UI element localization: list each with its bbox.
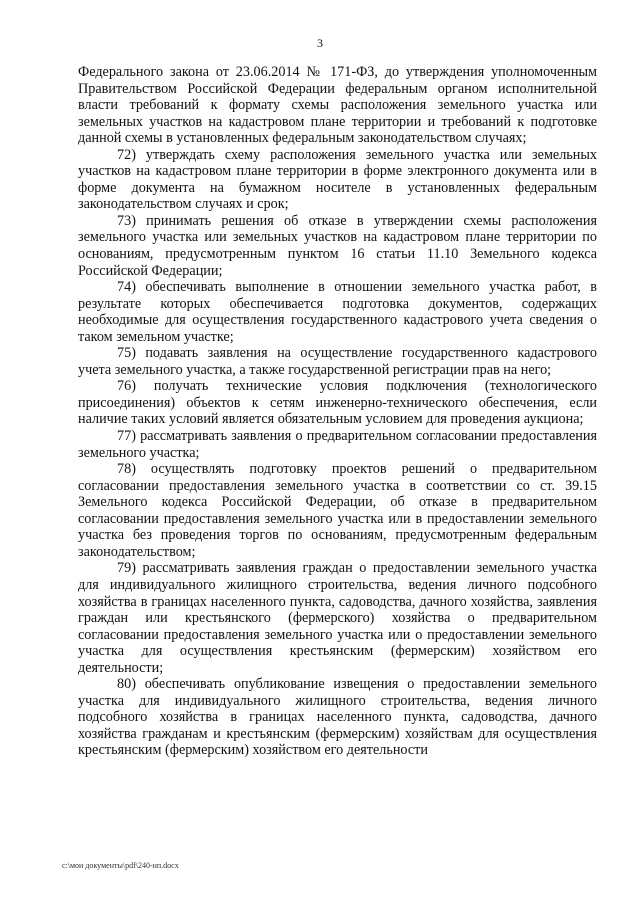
paragraph-item-72: 72) утверждать схему расположения земельного участка или земельных участков на кадастровом плане территории в форме электронного документа или в форме документа на бумажном носителе в установленных федеральным законодательством случаях и срок; xyxy=(78,146,597,213)
paragraph-item-79: 79) рассматривать заявления граждан о предоставлении земельного участка для индивидуального жилищного строительства, ведения личного подсобного хозяйства в границах населенного пункта, садоводства, дачного хозяйства, заявления граждан или крестьянского (фермерского) хозяйства о предварительном согласовании предоставления земельного участка или о предоставлении земельного участка для осуществления крестьянским (фермерским) хозяйством его деятельности; xyxy=(78,560,597,676)
paragraph-item-74: 74) обеспечивать выполнение в отношении земельного участка работ, в результате которых обеспечивается подготовка документов, содержащих необходимые для осуществления государственного кадастрового учета сведения о таком земельном участке; xyxy=(78,279,597,345)
paragraph: Федерального закона от 23.06.2014 № 171-ФЗ, до утверждения уполномоченным Правительством Российской Федерации федеральным органом исполнительной власти требований к формату схемы расположения земельного участка или земельных участков на кадастровом плане территории и требований к подготовке данной схемы в установленных федеральным законодательством случаях; xyxy=(78,64,597,147)
paragraph-item-76: 76) получать технические условия подключения (технологического присоединения) объектов к сетям инженерно-технического обеспечения, если наличие таких условий является обязательным условием для проведения аукциона; xyxy=(78,378,597,428)
document-body xyxy=(78,64,597,759)
footer-file-path: c:\мои документы\pdf\240-нп.docx xyxy=(62,861,179,870)
paragraph-item-73: 73) принимать решения об отказе в утверждении схемы расположения земельного участка или земельных участков на кадастровом плане территории по основаниям, предусмотренным пунктом 16 статьи 11.10 Земельного кодекса Российской Федерации; xyxy=(78,212,597,279)
paragraph-item-80: 80) обеспечивать опубликование извещения о предоставлении земельного участка для индивидуального жилищного строительства, ведения личного подсобного хозяйства в границах населенного пункта, садоводства, дачного хозяйства гражданам и крестьянским (фермерским) хозяйствам для осуществления крестьянским (фермерским) хозяйством его деятельности xyxy=(78,676,597,759)
paragraph-item-75: 75) подавать заявления на осуществление государственного кадастрового учета земельного участка, а также государственной регистрации прав на него; xyxy=(78,345,597,378)
paragraph-item-77: 77) рассматривать заявления о предварительном согласовании предоставления земельного участка; xyxy=(78,428,597,461)
paragraph-item-78: 78) осуществлять подготовку проектов решений о предварительном согласовании предоставления земельного участка в соответствии со ст. 39.15 Земельного кодекса Российской Федерации, об отказе в предварительном согласовании предоставления земельного участка или в предоставлении земельного участка без проведения торгов по основаниям, предусмотренным федеральным законодательством; xyxy=(78,461,597,560)
page-number: 3 xyxy=(317,36,323,50)
